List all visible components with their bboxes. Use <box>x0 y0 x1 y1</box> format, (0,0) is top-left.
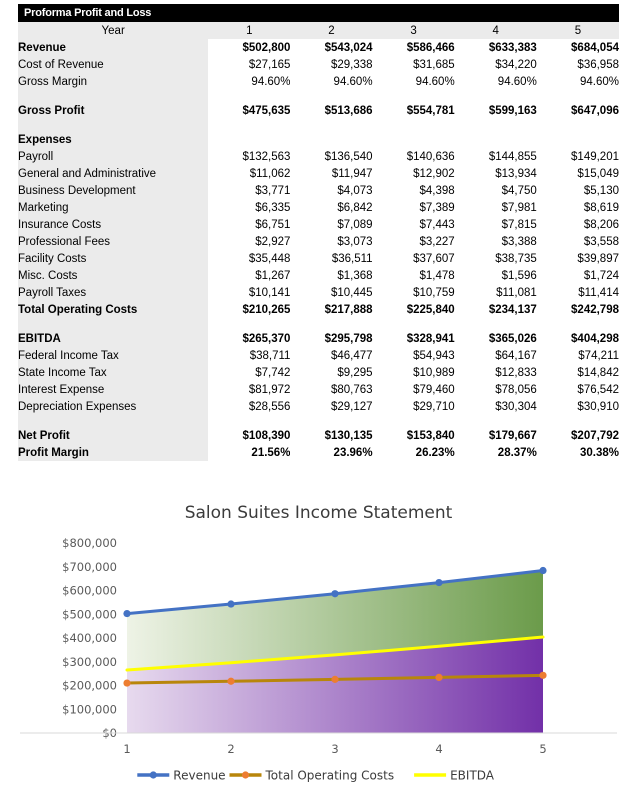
table-title-bar: Proforma Profit and Loss <box>18 4 619 22</box>
row-value-y1: $108,390 <box>208 427 290 444</box>
y-tick-label: $500,000 <box>62 607 117 622</box>
row-label: Payroll <box>18 148 208 165</box>
row-value-y2: $9,295 <box>290 364 372 381</box>
row-label: Interest Expense <box>18 381 208 398</box>
row-value-y5: $3,558 <box>537 233 619 250</box>
row-value-y4: $38,735 <box>455 250 537 267</box>
chart-title: Salon Suites Income Statement <box>184 503 453 523</box>
y-tick-label: $200,000 <box>62 678 117 693</box>
row-value-y4: $4,750 <box>455 182 537 199</box>
row-label: Net Profit <box>18 427 208 444</box>
x-tick-label: 5 <box>539 742 547 756</box>
data-point-marker <box>331 590 338 597</box>
row-value-y1: 94.60% <box>208 73 290 90</box>
row-value-y4: $144,855 <box>455 148 537 165</box>
row-value-y3 <box>373 131 455 148</box>
x-tick-label: 4 <box>435 742 443 756</box>
table-row <box>18 301 619 318</box>
row-value-y4: $12,833 <box>455 364 537 381</box>
financial-table <box>18 22 619 461</box>
row-label: State Income Tax <box>18 364 208 381</box>
table-row <box>18 102 619 119</box>
row-label: Gross Margin <box>18 73 208 90</box>
table-row <box>18 364 619 381</box>
table-row <box>18 216 619 233</box>
y-tick-label: $0 <box>102 726 117 740</box>
row-value-y2: $6,842 <box>290 199 372 216</box>
row-value-y5: $684,054 <box>537 39 619 56</box>
row-value-y4: $13,934 <box>455 165 537 182</box>
row-label: Marketing <box>18 199 208 216</box>
data-point-marker <box>435 579 442 586</box>
row-value-y2: $46,477 <box>290 347 372 364</box>
table-row <box>18 73 619 90</box>
row-value-y3: 26.23% <box>373 444 455 461</box>
row-value-y5: $36,958 <box>537 56 619 73</box>
row-value-y3: $7,443 <box>373 216 455 233</box>
data-point-marker <box>123 679 130 686</box>
data-point-marker <box>227 678 234 685</box>
row-value-y1: $6,751 <box>208 216 290 233</box>
table-header-row <box>18 22 619 39</box>
row-value-y5: $242,798 <box>537 301 619 318</box>
y-axis-tick-labels <box>62 536 117 740</box>
table-row <box>18 267 619 284</box>
y-tick-label: $100,000 <box>62 702 117 717</box>
row-value-y2: $29,338 <box>290 56 372 73</box>
row-value-y1: $35,448 <box>208 250 290 267</box>
row-value-y2: $295,798 <box>290 330 372 347</box>
table-spacer-row <box>18 415 619 427</box>
table-spacer-row <box>18 90 619 102</box>
row-value-y4: $234,137 <box>455 301 537 318</box>
row-value-y2: $130,135 <box>290 427 372 444</box>
data-point-marker <box>331 676 338 683</box>
row-value-y1: $28,556 <box>208 398 290 415</box>
row-value-y2: $3,073 <box>290 233 372 250</box>
row-label: Total Operating Costs <box>18 301 208 318</box>
table-row <box>18 199 619 216</box>
x-tick-label: 2 <box>227 742 235 756</box>
row-value-y2: $136,540 <box>290 148 372 165</box>
row-value-y2: $513,686 <box>290 102 372 119</box>
row-value-y3: $1,478 <box>373 267 455 284</box>
table-row <box>18 381 619 398</box>
row-label: Insurance Costs <box>18 216 208 233</box>
header-year-1: 1 <box>208 22 290 39</box>
row-value-y4: $1,596 <box>455 267 537 284</box>
header-year-4: 4 <box>455 22 537 39</box>
table-row <box>18 233 619 250</box>
row-value-y4: $7,981 <box>455 199 537 216</box>
header-year-5: 5 <box>537 22 619 39</box>
row-label: Facility Costs <box>18 250 208 267</box>
row-label: Professional Fees <box>18 233 208 250</box>
row-value-y4: $34,220 <box>455 56 537 73</box>
legend-label[interactable]: Total Operating Costs <box>265 768 395 783</box>
row-value-y4: $365,026 <box>455 330 537 347</box>
row-value-y1: $2,927 <box>208 233 290 250</box>
row-value-y5: $1,724 <box>537 267 619 284</box>
row-value-y1: $210,265 <box>208 301 290 318</box>
row-value-y5: $15,049 <box>537 165 619 182</box>
row-label: Gross Profit <box>18 102 208 119</box>
row-value-y3: $29,710 <box>373 398 455 415</box>
table-spacer-row <box>18 318 619 330</box>
row-value-y2: $36,511 <box>290 250 372 267</box>
chart-canvas <box>0 495 637 798</box>
row-label: Expenses <box>18 131 208 148</box>
row-label: Cost of Revenue <box>18 56 208 73</box>
row-value-y2: $11,947 <box>290 165 372 182</box>
data-point-marker <box>227 600 234 607</box>
row-value-y5: $149,201 <box>537 148 619 165</box>
row-value-y5: $39,897 <box>537 250 619 267</box>
row-label: EBITDA <box>18 330 208 347</box>
row-value-y4: $3,388 <box>455 233 537 250</box>
legend-label[interactable]: EBITDA <box>450 768 495 783</box>
proforma-profit-loss-table <box>18 4 619 461</box>
row-value-y2: $80,763 <box>290 381 372 398</box>
row-value-y4: $179,667 <box>455 427 537 444</box>
table-row <box>18 56 619 73</box>
row-value-y1: $38,711 <box>208 347 290 364</box>
row-label: Revenue <box>18 39 208 56</box>
table-spacer-row <box>18 119 619 131</box>
x-axis-tick-labels <box>123 742 546 756</box>
row-value-y4: $599,163 <box>455 102 537 119</box>
data-point-marker <box>123 610 130 617</box>
row-value-y5: $647,096 <box>537 102 619 119</box>
row-value-y3: $3,227 <box>373 233 455 250</box>
table-row <box>18 131 619 148</box>
row-value-y1: $132,563 <box>208 148 290 165</box>
row-value-y3: 94.60% <box>373 73 455 90</box>
row-value-y5 <box>537 131 619 148</box>
legend-marker <box>150 771 157 778</box>
row-value-y2: $4,073 <box>290 182 372 199</box>
y-tick-label: $800,000 <box>62 536 117 550</box>
row-value-y2: 23.96% <box>290 444 372 461</box>
row-value-y5: $74,211 <box>537 347 619 364</box>
legend-label[interactable]: Revenue <box>173 768 226 783</box>
row-value-y3: $4,398 <box>373 182 455 199</box>
row-value-y5: $207,792 <box>537 427 619 444</box>
row-value-y2: $29,127 <box>290 398 372 415</box>
header-year-2: 2 <box>290 22 372 39</box>
row-value-y5: $8,619 <box>537 199 619 216</box>
row-value-y5: $404,298 <box>537 330 619 347</box>
row-value-y1: $1,267 <box>208 267 290 284</box>
row-value-y2 <box>290 131 372 148</box>
row-value-y3: $54,943 <box>373 347 455 364</box>
table-row <box>18 250 619 267</box>
row-value-y3: $225,840 <box>373 301 455 318</box>
row-label: Depreciation Expenses <box>18 398 208 415</box>
row-value-y3: $37,607 <box>373 250 455 267</box>
row-value-y3: $31,685 <box>373 56 455 73</box>
row-value-y1: $6,335 <box>208 199 290 216</box>
table-row <box>18 330 619 347</box>
row-value-y3: $586,466 <box>373 39 455 56</box>
row-value-y4 <box>455 131 537 148</box>
row-value-y2: 94.60% <box>290 73 372 90</box>
row-value-y1: $11,062 <box>208 165 290 182</box>
row-value-y4: $11,081 <box>455 284 537 301</box>
y-tick-label: $400,000 <box>62 631 117 645</box>
row-value-y4: $78,056 <box>455 381 537 398</box>
y-tick-label: $700,000 <box>62 559 117 574</box>
row-value-y3: $10,989 <box>373 364 455 381</box>
row-value-y2: $10,445 <box>290 284 372 301</box>
table-row <box>18 165 619 182</box>
row-value-y2: $543,024 <box>290 39 372 56</box>
table-row <box>18 444 619 461</box>
row-value-y3: $328,941 <box>373 330 455 347</box>
row-label: Federal Income Tax <box>18 347 208 364</box>
row-value-y1: $3,771 <box>208 182 290 199</box>
row-value-y3: $153,840 <box>373 427 455 444</box>
x-tick-label: 1 <box>123 742 131 756</box>
row-value-y3: $7,389 <box>373 199 455 216</box>
table-row <box>18 398 619 415</box>
row-value-y5: $5,130 <box>537 182 619 199</box>
row-value-y5: $11,414 <box>537 284 619 301</box>
row-value-y5: 30.38% <box>537 444 619 461</box>
data-point-marker <box>435 674 442 681</box>
row-value-y5: $76,542 <box>537 381 619 398</box>
table-row <box>18 427 619 444</box>
row-value-y1: $27,165 <box>208 56 290 73</box>
table-row <box>18 284 619 301</box>
row-value-y1: $502,800 <box>208 39 290 56</box>
row-value-y2: $1,368 <box>290 267 372 284</box>
data-point-marker <box>539 567 546 574</box>
x-tick-label: 3 <box>331 742 339 756</box>
row-value-y1: 21.56% <box>208 444 290 461</box>
data-point-marker <box>539 672 546 679</box>
row-value-y3: $10,759 <box>373 284 455 301</box>
legend-marker <box>242 771 249 778</box>
row-value-y5: $14,842 <box>537 364 619 381</box>
row-label: General and Administrative <box>18 165 208 182</box>
row-value-y1: $7,742 <box>208 364 290 381</box>
table-row <box>18 39 619 56</box>
table-row <box>18 182 619 199</box>
row-value-y4: 94.60% <box>455 73 537 90</box>
row-value-y4: $30,304 <box>455 398 537 415</box>
row-value-y4: $7,815 <box>455 216 537 233</box>
row-value-y1: $10,141 <box>208 284 290 301</box>
income-statement-chart <box>0 495 637 798</box>
header-year-label: Year <box>18 22 208 39</box>
row-value-y4: $633,383 <box>455 39 537 56</box>
row-label: Profit Margin <box>18 444 208 461</box>
row-value-y3: $140,636 <box>373 148 455 165</box>
row-value-y3: $79,460 <box>373 381 455 398</box>
row-value-y1: $81,972 <box>208 381 290 398</box>
chart-legend[interactable] <box>137 769 495 783</box>
row-value-y2: $217,888 <box>290 301 372 318</box>
row-value-y2: $7,089 <box>290 216 372 233</box>
row-value-y1: $475,635 <box>208 102 290 119</box>
y-tick-label: $600,000 <box>62 583 117 598</box>
row-value-y1: $265,370 <box>208 330 290 347</box>
row-value-y5: $30,910 <box>537 398 619 415</box>
row-value-y4: $64,167 <box>455 347 537 364</box>
row-value-y5: 94.60% <box>537 73 619 90</box>
row-value-y3: $554,781 <box>373 102 455 119</box>
row-value-y3: $12,902 <box>373 165 455 182</box>
row-label: Business Development <box>18 182 208 199</box>
row-value-y1 <box>208 131 290 148</box>
row-value-y4: 28.37% <box>455 444 537 461</box>
row-label: Misc. Costs <box>18 267 208 284</box>
table-row <box>18 148 619 165</box>
row-value-y5: $8,206 <box>537 216 619 233</box>
header-year-3: 3 <box>373 22 455 39</box>
y-tick-label: $300,000 <box>62 654 117 669</box>
row-label: Payroll Taxes <box>18 284 208 301</box>
table-row <box>18 347 619 364</box>
